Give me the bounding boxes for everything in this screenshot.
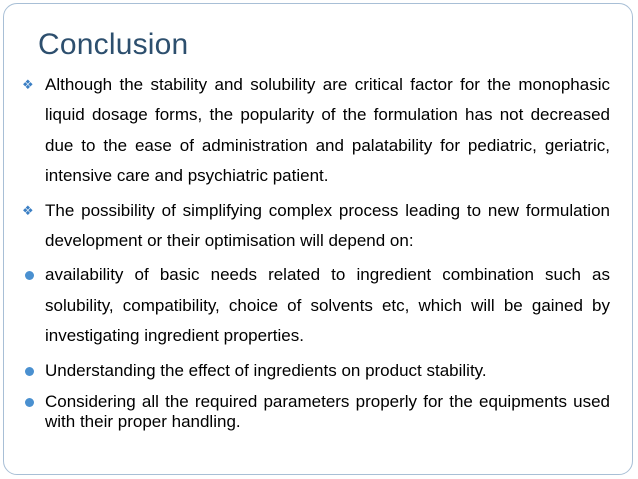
slide-title: Conclusion — [38, 28, 189, 61]
list-item — [20, 70, 610, 192]
list-item-text: Considering all the required parameters properly for the equipments used with their proper handling. — [45, 392, 610, 432]
list-item-text: Understanding the effect of ingredients on product stability. — [45, 360, 487, 380]
list-item — [20, 196, 610, 257]
diamond-bullet-icon: ❖ — [22, 202, 34, 218]
list-item-text: Although the stability and solubility are critical factor for the monophasic liquid dosage forms, the popularity of the formulation has not decreased due to the ease of administration and palatability for pediatric, geriatric, intensive care and psychiatric patient. — [45, 75, 610, 186]
list-item-text: availability of basic needs related to ingredient combination such as solubility, compatibility, choice of solvents etc, which will be gained by investigating ingredient properties. — [45, 265, 610, 346]
list-item — [20, 392, 610, 432]
circle-bullet-icon — [25, 367, 34, 376]
circle-bullet-icon — [25, 271, 34, 280]
circle-bullet-icon — [25, 398, 34, 407]
list-item — [20, 356, 610, 386]
list-item-text: The possibility of simplifying complex process leading to new formulation development or their optimisation will depend on: — [45, 200, 610, 251]
diamond-bullet-icon: ❖ — [22, 77, 34, 92]
bullet-list — [20, 70, 610, 436]
list-item — [20, 260, 610, 351]
